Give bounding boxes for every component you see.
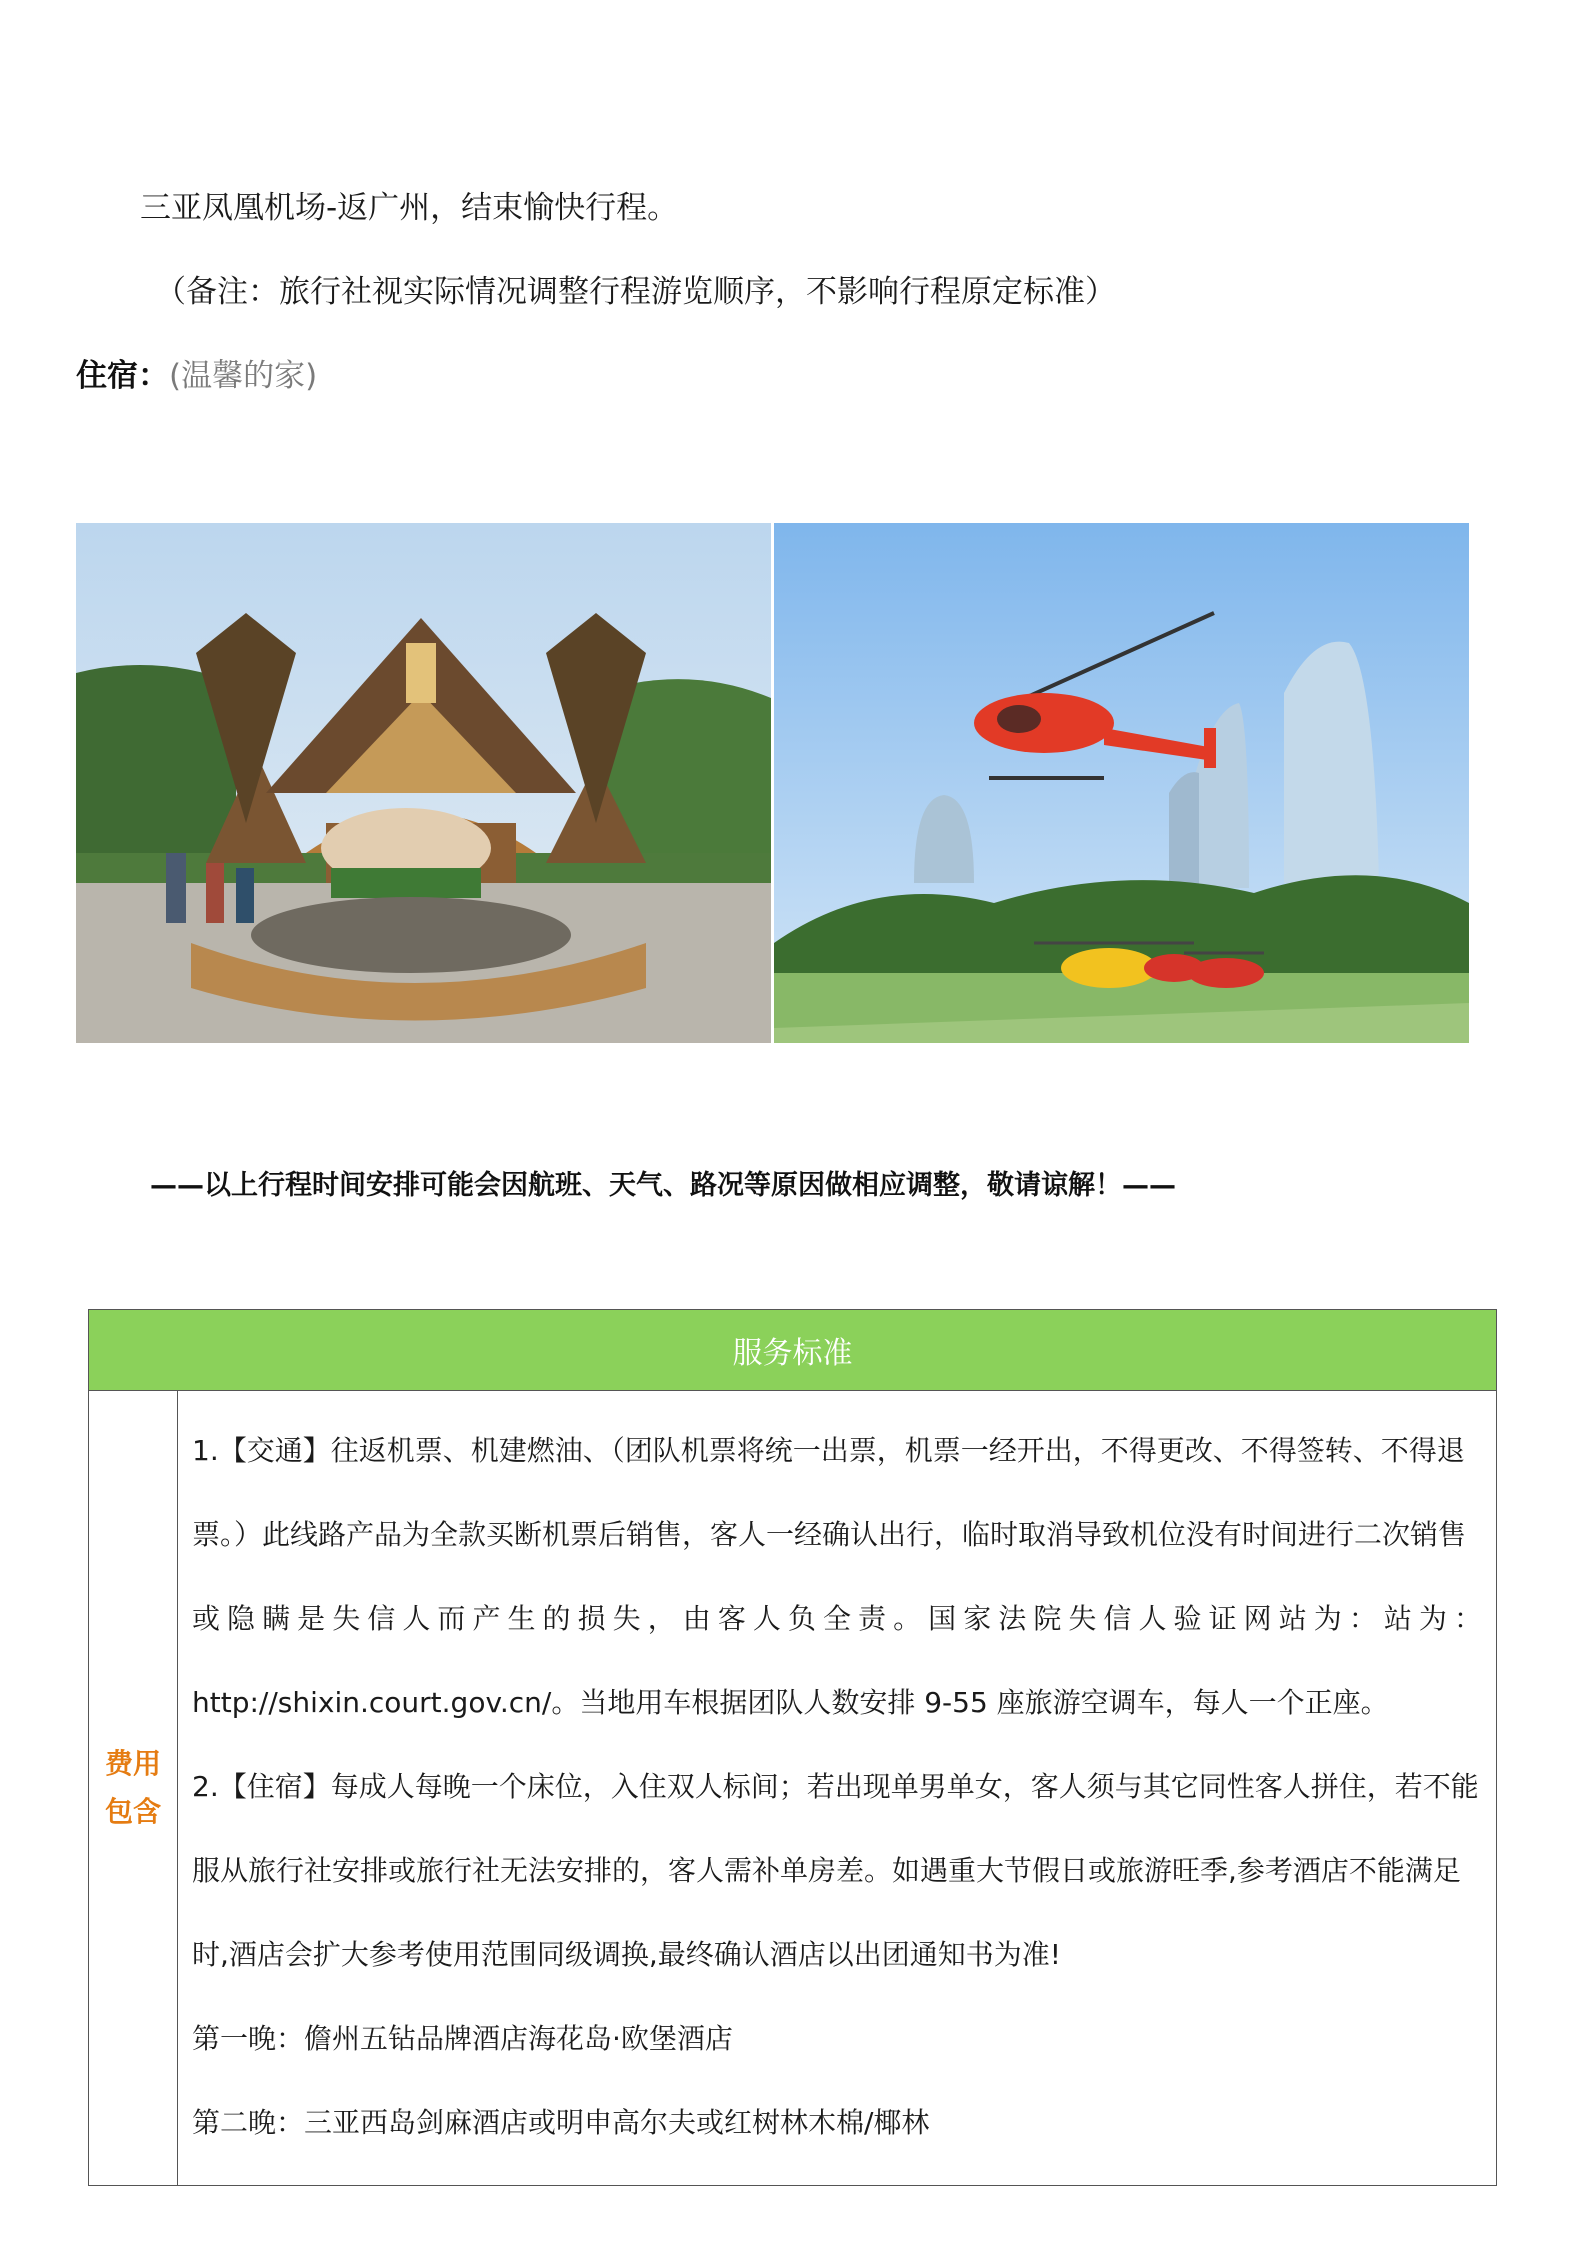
ethnic-village-gate-photo [76, 523, 771, 1043]
fee-line: 服从旅行社安排或旅行社无法安排的，客人需补单房差。如遇重大节假日或旅游旺季,参考酒店不能满足 [192, 1854, 1461, 1887]
fee-line: http://shixin.court.gov.cn/。当地用车根据团队人数安排 9-55 座旅游空调车，每人一个正座。 [192, 1686, 1389, 1719]
lodging-line [76, 350, 317, 395]
service-standard-table [88, 1309, 1497, 2186]
fee-line: 时,酒店会扩大参考使用范围同级调换,最终确认酒店以出团通知书为准! [192, 1938, 1062, 1971]
hotel-night-1: 第一晚：儋州五钻品牌酒店海花岛·欧堡酒店 [192, 2022, 733, 2055]
schedule-adjustment-notice: ——以上行程时间安排可能会因航班、天气、路况等原因做相应调整，敬请谅解！—— [150, 1170, 1176, 1201]
itinerary-return-line: 三亚凤凰机场-返广州，结束愉快行程。 [140, 190, 679, 226]
fee-label-line2: 包含 [104, 1795, 161, 1828]
fee-included-content [178, 1391, 1497, 2186]
service-standard-header: 服务标准 [89, 1310, 1497, 1391]
fee-line: 2.【住宿】每成人每晚一个床位，入住双人标间；若出现单男单女，客人须与其它同性客人拼住，若不能 [192, 1770, 1479, 1803]
fee-label-line1: 费用 [104, 1747, 161, 1780]
fee-line: 票。）此线路产品为全款买断机票后销售，客人一经确认出行，临时取消导致机位没有时间进行二次销售 [192, 1518, 1467, 1551]
lodging-label: 住宿： [76, 358, 169, 394]
fee-line: 或隐瞒是失信人而产生的损失，由客人负全责。国家法院失信人验证网站为：站为： [192, 1602, 1482, 1635]
lodging-value: (温馨的家) [169, 358, 318, 394]
helicopter-tour-photo [774, 523, 1469, 1043]
photo-strip [76, 523, 1469, 1043]
fee-line: 1.【交通】往返机票、机建燃油、（团队机票将统一出票，机票一经开出，不得更改、不得签转、不得退 [192, 1434, 1465, 1467]
hotel-night-2: 第二晚：三亚西岛剑麻酒店或明申高尔夫或红树林木棉/椰林 [192, 2106, 930, 2139]
itinerary-remark: （备注：旅行社视实际情况调整行程游览顺序，不影响行程原定标准） [155, 274, 1116, 310]
fee-included-label [89, 1391, 178, 2186]
fee-included-row [89, 1391, 1497, 2186]
